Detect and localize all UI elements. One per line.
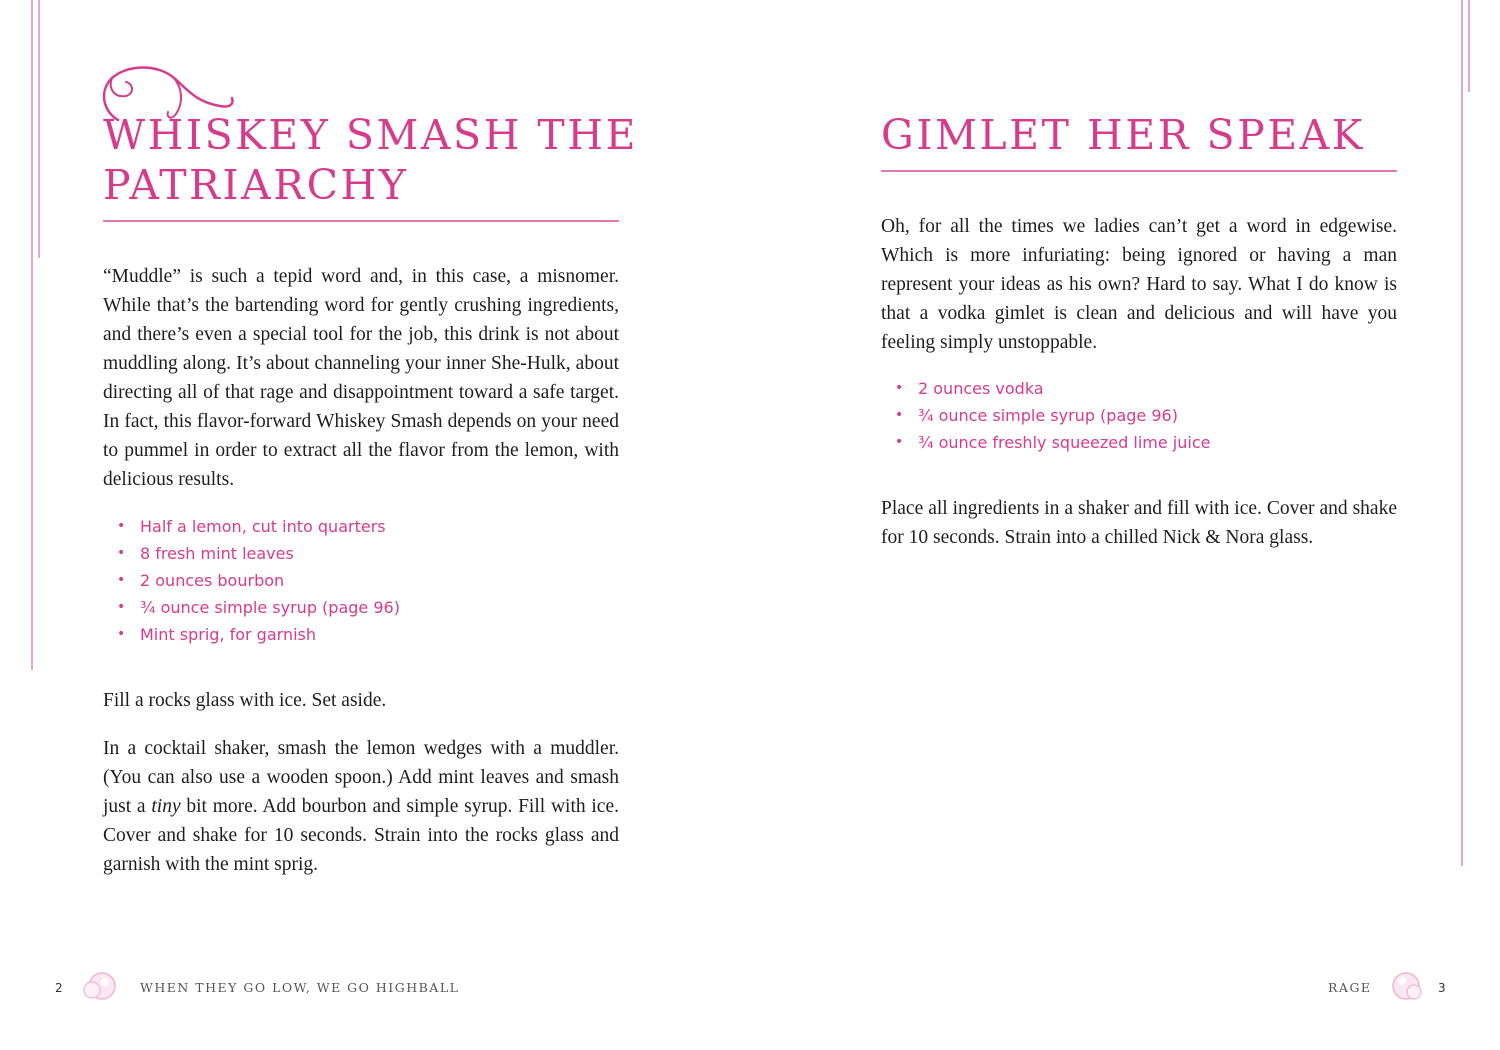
recipe-title-gimlet: GIMLET HER SPEAK: [881, 111, 1365, 159]
ingredient-item: [103, 621, 619, 648]
page-number-right: 3: [1438, 981, 1446, 995]
ingredient-item: [103, 540, 619, 567]
ingredient-text: ¾ ounce simple syrup (page 96): [918, 406, 1178, 425]
right-margin-line-inner: [1468, 0, 1470, 92]
method-gimlet: Place all ingredients in a shaker and fill with ice. Cover and shake for 10 seconds. Strain into a chilled Nick & Nora glass.: [881, 498, 1397, 548]
ingredient-list-whiskey-smash: [103, 513, 619, 648]
bullet-icon: •: [117, 518, 126, 534]
method-step-2: [103, 734, 619, 879]
bullet-icon: •: [895, 380, 904, 396]
left-margin-line-inner: [38, 0, 40, 258]
ingredient-list-gimlet: [881, 375, 1397, 456]
method-step-2-text-a: In a cocktail shaker, smash the lemon wedges with a muddler. (You can also use a wooden spoon.) Add mint leaves and smash just a: [103, 738, 619, 817]
running-head-right: RAGE: [1328, 980, 1372, 995]
ingredient-text: ¾ ounce freshly squeezed lime juice: [918, 433, 1211, 452]
page-number-left: 2: [55, 981, 63, 995]
ingredient-item: [881, 402, 1397, 429]
bubble-ornament-icon: [80, 968, 120, 1006]
bullet-icon: •: [117, 626, 126, 642]
intro-paragraph-gimlet: Oh, for all the times we ladies can’t get a word in edgewise. Which is more infuriating: being ignored or having a man represent your ideas as his own? Hard to say. What I do know is that a vodka gimlet is clean and delicious and will have you feeling simply unstoppable.: [881, 216, 1397, 353]
running-head-left: WHEN THEY GO LOW, WE GO HIGHBALL: [140, 980, 460, 995]
recipe-title-whiskey-smash: WHISKEY SMASH THE PATRIARCHY: [103, 111, 638, 209]
right-page: [750, 0, 1500, 1050]
method-step-2-text-b: bit more. Add bourbon and simple syrup. Fill with ice. Cover and shake for 10 seconds. Strain into the rocks glass and garnish with the mint sprig.: [103, 796, 619, 875]
ingredient-item: [103, 513, 619, 540]
ingredient-text: 2 ounces vodka: [918, 379, 1044, 398]
ingredient-text: ¾ ounce simple syrup (page 96): [140, 598, 400, 617]
title-rule-right: [881, 170, 1397, 172]
ingredient-text: 2 ounces bourbon: [140, 571, 285, 590]
bullet-icon: •: [895, 434, 904, 450]
intro-paragraph-whiskey-smash: “Muddle” is such a tepid word and, in this case, a misnomer. While that’s the bartending word for gently crushing ingredients, and there’s even a special tool for the job, this drink is not about muddling along. It’s about channeling your inner She-Hulk, about directing all of that rage and disappointment toward a safe target. In fact, this flavor-forward Whiskey Smash depends on your need to pummel in order to extract all the flavor from the lemon, with delicious results.: [103, 266, 619, 490]
bullet-icon: •: [117, 545, 126, 561]
bullet-icon: •: [117, 599, 126, 615]
ingredient-item: [103, 594, 619, 621]
title-rule-left: [103, 220, 619, 222]
ingredient-text: Mint sprig, for garnish: [140, 625, 316, 644]
ingredient-text: 8 fresh mint leaves: [140, 544, 294, 563]
left-margin-line-outer: [31, 0, 33, 670]
ingredient-item: [103, 567, 619, 594]
bullet-icon: •: [117, 572, 126, 588]
ingredient-item: [881, 429, 1397, 456]
bullet-icon: •: [895, 407, 904, 423]
right-margin-line-outer: [1461, 0, 1463, 866]
ingredient-text: Half a lemon, cut into quarters: [140, 517, 386, 536]
ingredient-item: [881, 375, 1397, 402]
method-step-2-emphasis: tiny: [151, 796, 181, 817]
method-step-1: Fill a rocks glass with ice. Set aside.: [103, 690, 387, 711]
bubble-ornament-icon-right: [1386, 968, 1426, 1006]
